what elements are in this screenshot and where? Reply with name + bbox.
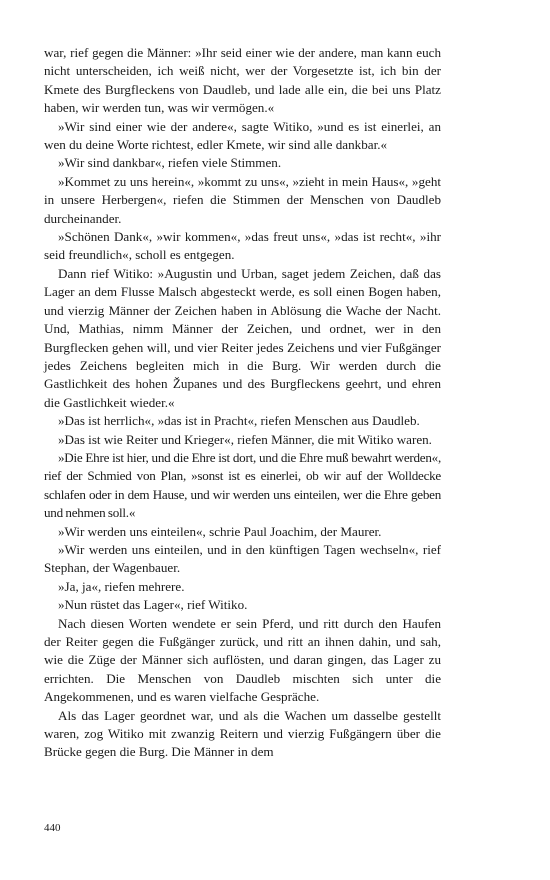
page-body [44, 44, 441, 762]
page-number: 440 [44, 822, 61, 834]
paragraph: war, rief gegen die Männer: »Ihr seid einer wie der andere, man kann euch nicht unterscheiden, ich weiß nicht, wer der Vorgesetzte ist, ich bin der Kmete des Burgfleckens von Daudleb, und lade alle ein, die bei uns Platz haben, wir werden tun, was wir vermögen.« [44, 45, 441, 116]
paragraph: »Das ist wie Reiter und Krieger«, riefen Männer, die mit Witiko waren. [58, 431, 432, 447]
paragraph: »Wir werden uns einteilen«, schrie Paul Joachim, der Maurer. [58, 523, 382, 539]
paragraph: »Wir sind dankbar«, riefen viele Stimmen. [58, 155, 282, 171]
paragraph: »Wir werden uns einteilen, und in den künftigen Tagen wechseln«, rief Stephan, der Wagenbauer. [44, 541, 441, 576]
paragraph: »Schönen Dank«, »wir kommen«, »das freut uns«, »das ist recht«, »ihr seid freundlich«, scholl es entgegen. [44, 229, 441, 263]
paragraph: »Kommet zu uns herein«, »kommt zu uns«, »zieht in mein Haus«, »geht in unsere Herbergen«, riefen die Stimmen der Menschen von Daudleb durcheinander. [44, 173, 441, 226]
paragraph: »Die Ehre ist hier, und die Ehre ist dort, und die Ehre muß bewahrt werden«, rief der Schmied von Plan, »sonst ist es einerlei, ob wir auf der Wolldecke schlafen oder in dem Hause, und wir werden uns einteilen, wer die Ehre geben und nehmen soll.« [44, 449, 441, 521]
paragraph: »Das ist herrlich«, »das ist in Pracht«, riefen Menschen aus Daudleb. [58, 413, 420, 429]
paragraph: Dann rief Witiko: »Augustin und Urban, saget jedem Zeichen, daß das Lager an dem Flusse Malsch abgesteckt werde, es soll einen Bogen haben, und vierzig Männer der Zeichen haben in Ablösung die Wache der Nacht. Und, Mathias, nimm Männer der Zeichen, und ordnet, wer in den Burgflecken gehen will, und vier Reiter jedes Zeichens und vier Fußgänger jedes Zeichens begleiten mich in die Burg. Wir werden durch die Gastlichkeit des hohen Županes und des Burgfleckens geehrt, und ehren die Gastlichkeit wieder.« [44, 265, 441, 410]
paragraph: »Ja, ja«, riefen mehrere. [58, 578, 185, 594]
paragraph: »Nun rüstet das Lager«, rief Witiko. [58, 597, 248, 613]
paragraph: Als das Lager geordnet war, und als die Wachen um dasselbe gestellt waren, zog Witiko mit zwanzig Reitern und vierzig Fußgängern über die Brücke gegen die Burg. Die Männer in dem [44, 707, 441, 760]
paragraph: »Wir sind einer wie der andere«, sagte Witiko, »und es ist einerlei, an wen du deine Worte richtest, edler Kmete, wir sind alle dankbar.« [44, 118, 441, 153]
paragraph: Nach diesen Worten wendete er sein Pferd, und ritt durch den Haufen der Reiter gegen die Fußgänger zurück, und ritt an ihnen dahin, und sah, wie die Züge der Männer sich auflösten, und daran gingen, das Lager zu errichten. Die Menschen von Daudleb mischten sich unter die Angekommenen, und es waren vielfache Gespräche. [44, 615, 441, 705]
